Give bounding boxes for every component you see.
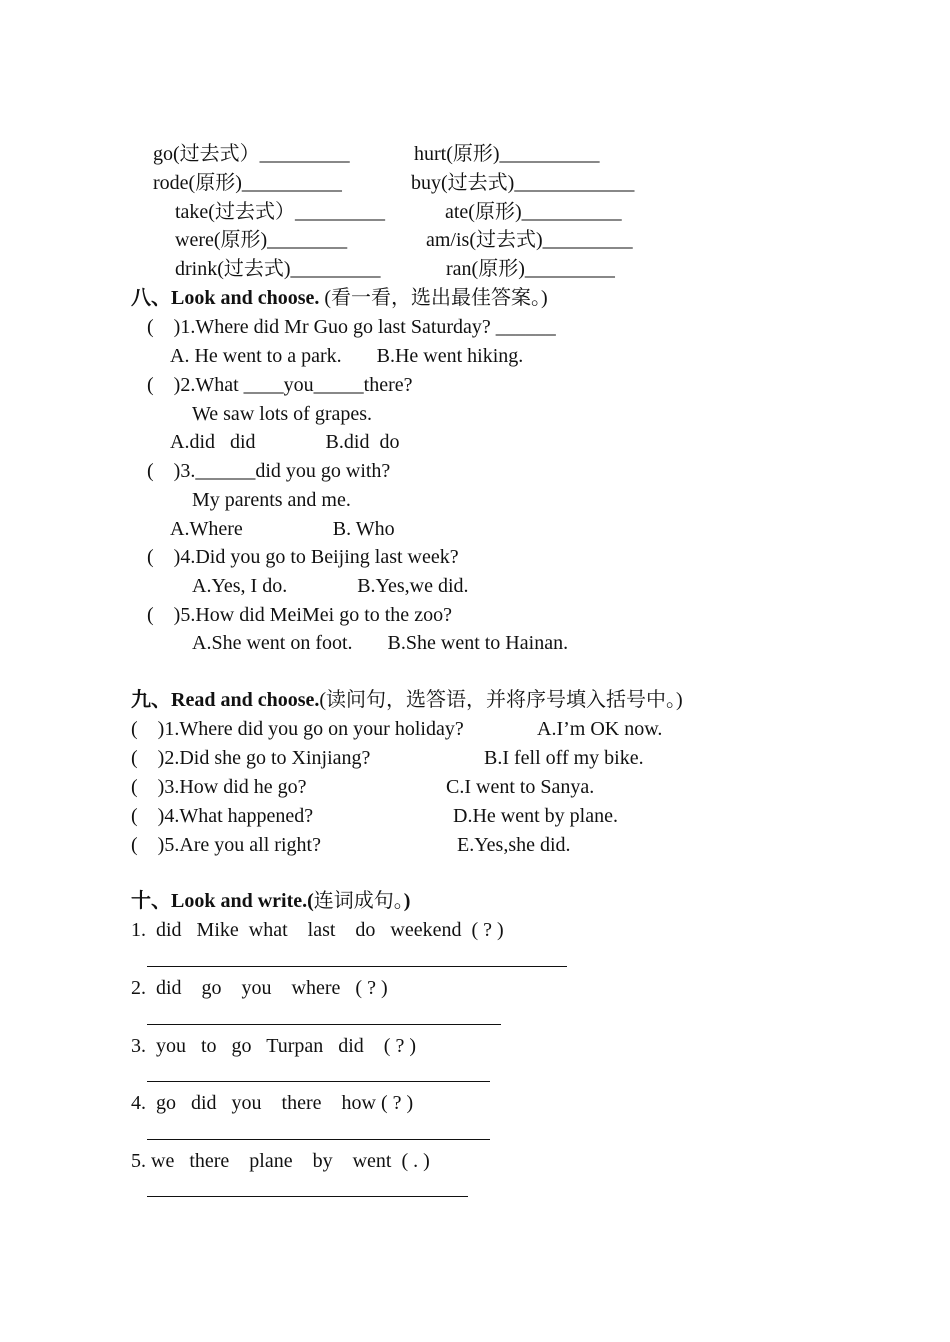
section-9-heading <box>131 687 683 713</box>
section-10-instruction: 连词成句。 <box>313 890 404 912</box>
s8-question-3: ( )3.______did you go with? <box>147 460 391 482</box>
s8-options-2: A.did did B.did do <box>170 431 400 453</box>
s8-answer-3: My parents and me. <box>192 489 351 511</box>
s10-words-2: 2. did go you where ( ? ) <box>131 977 388 999</box>
s10-answer-line-5[interactable] <box>147 1196 468 1197</box>
word-form-4-right: am/is(过去式)_________ <box>426 229 633 251</box>
s8-options-4: A.Yes, I do. B.Yes,we did. <box>192 575 469 597</box>
s8-answer-2: We saw lots of grapes. <box>192 403 373 425</box>
s9-question-1: ( )1.Where did you go on your holiday? <box>131 718 464 740</box>
section-10-heading <box>131 888 410 914</box>
word-form-2-left: rode(原形)__________ <box>153 172 342 194</box>
section-8-title: Look and choose. <box>171 287 320 309</box>
section-8-number: 八、 <box>131 287 171 309</box>
s8-question-1: ( )1.Where did Mr Guo go last Saturday? ______ <box>147 316 556 338</box>
word-form-3-left: take(过去式）_________ <box>175 201 385 223</box>
word-form-1-left: go(过去式）_________ <box>153 143 350 165</box>
s9-question-5: ( )5.Are you all right? <box>131 834 321 856</box>
s10-answer-line-2[interactable] <box>147 1024 501 1025</box>
s10-answer-line-3[interactable] <box>147 1081 490 1082</box>
word-form-2-right: buy(过去式)____________ <box>411 172 635 194</box>
section-8-instruction: (看一看，选出最佳答案。) <box>319 287 548 309</box>
section-10-number: 十、 <box>131 890 171 912</box>
s9-answer-e: E.Yes,she did. <box>457 834 571 856</box>
s8-question-2: ( )2.What ____you_____there? <box>147 374 413 396</box>
s10-words-3: 3. you to go Turpan did ( ? ) <box>131 1035 416 1057</box>
section-9-instruction: (读问句，选答语，并将序号填入括号中。) <box>319 689 683 711</box>
s8-options-5: A.She went on foot. B.She went to Hainan. <box>192 632 569 654</box>
word-form-1-right: hurt(原形)__________ <box>414 143 600 165</box>
word-form-5-right: ran(原形)_________ <box>446 258 615 280</box>
word-form-3-right: ate(原形)__________ <box>445 201 622 223</box>
word-form-5-left: drink(过去式)_________ <box>175 258 381 280</box>
s8-question-4: ( )4.Did you go to Beijing last week? <box>147 546 459 568</box>
s9-question-3: ( )3.How did he go? <box>131 776 307 798</box>
s9-answer-a: A.I’m OK now. <box>537 718 663 740</box>
section-9-number: 九、 <box>131 689 171 711</box>
s9-question-4: ( )4.What happened? <box>131 805 314 827</box>
word-form-4-left: were(原形)________ <box>175 229 348 251</box>
s10-answer-line-4[interactable] <box>147 1139 490 1140</box>
s9-question-2: ( )2.Did she go to Xinjiang? <box>131 747 371 769</box>
section-10-close-paren: ) <box>403 890 411 912</box>
s10-words-5: 5. we there plane by went ( . ) <box>131 1150 430 1172</box>
s8-question-5: ( )5.How did MeiMei go to the zoo? <box>147 604 452 626</box>
s9-answer-d: D.He went by plane. <box>453 805 618 827</box>
section-8-heading <box>131 285 548 311</box>
section-9-title: Read and choose. <box>171 689 320 711</box>
s10-words-1: 1. did Mike what last do weekend ( ? ) <box>131 919 504 941</box>
s8-options-1: A. He went to a park. B.He went hiking. <box>170 345 524 367</box>
s10-words-4: 4. go did you there how ( ? ) <box>131 1092 414 1114</box>
section-10-title: Look and write.( <box>171 890 314 912</box>
s8-options-3: A.Where B. Who <box>170 518 395 540</box>
s10-answer-line-1[interactable] <box>147 966 567 967</box>
s9-answer-c: C.I went to Sanya. <box>446 776 595 798</box>
s9-answer-b: B.I fell off my bike. <box>484 747 644 769</box>
